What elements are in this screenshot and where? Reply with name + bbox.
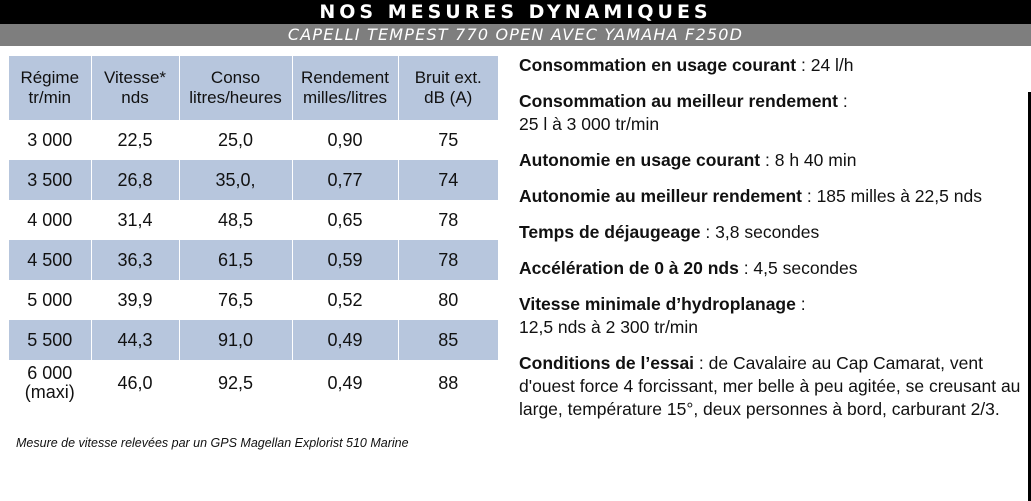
cell-rendement: 0,59 (292, 240, 398, 280)
cell-regime: 6 000 (maxi) (9, 360, 91, 406)
subtitle-bar (0, 24, 1031, 46)
cell-vitesse: 36,3 (91, 240, 179, 280)
cell-bruit: 75 (438, 129, 459, 150)
cell-conso: 91,0 (179, 320, 292, 360)
cell-conso: 25,0 (179, 120, 292, 160)
table-row (9, 120, 498, 160)
cell-vitesse: 26,8 (91, 160, 179, 200)
cell-vitesse: 39,9 (91, 280, 179, 320)
cell-bruit: 80 (438, 289, 459, 310)
header-regime: Régime tr/min (9, 56, 91, 120)
cell-rendement: 0,49 (292, 320, 398, 360)
spec-dejaugeage: Temps de déjaugeage : 3,8 secondes (519, 222, 820, 242)
header-bruit: Bruit ext. dB (A) (398, 56, 498, 120)
header-rendement: Rendement milles/litres (292, 56, 398, 120)
cell-regime: 5 500 (9, 320, 91, 360)
cell-bruit: 85 (398, 320, 498, 360)
table-row (9, 160, 498, 200)
table-row (9, 240, 498, 280)
cell-rendement: 0,49 (292, 360, 398, 406)
cell-rendement: 0,77 (292, 160, 398, 200)
table-row (9, 280, 498, 320)
table-footnote: Mesure de vitesse relevées par un GPS Magellan Explorist 510 Marine (16, 436, 409, 450)
measurements-table-wrap (9, 56, 498, 426)
cell-vitesse: 31,4 (91, 200, 179, 240)
spec-autonomie-rendement: Autonomie au meilleur rendement : 185 milles à 22,5 nds (519, 186, 982, 206)
cell-rendement: 0,52 (292, 280, 398, 320)
cell-bruit: 74 (398, 160, 498, 200)
cell-rendement: 0,90 (292, 120, 398, 160)
spec-acceleration: Accélération de 0 à 20 nds : 4,5 secondes (519, 258, 858, 278)
cell-regime: 4 000 (9, 200, 91, 240)
page-title: NOS MESURES DYNAMIQUES (319, 1, 712, 23)
spec-autonomie-courant: Autonomie en usage courant : 8 h 40 min (519, 150, 857, 170)
cell-vitesse: 46,0 (91, 360, 179, 406)
cell-regime: 3 500 (9, 160, 91, 200)
cell-conso: 48,5 (179, 200, 292, 240)
spec-conso-courant: Consommation en usage courant : 24 l/h (519, 55, 854, 75)
cell-regime: 5 000 (9, 280, 91, 320)
table-row (9, 200, 498, 240)
cell-vitesse: 22,5 (91, 120, 179, 160)
cell-conso: 61,5 (179, 240, 292, 280)
cell-conso: 92,5 (179, 360, 292, 406)
specs-list (519, 54, 1024, 434)
cell-regime: 3 000 (9, 120, 91, 160)
cell-regime: 4 500 (9, 240, 91, 280)
cell-bruit: 78 (438, 209, 459, 230)
spec-hydroplanage: Vitesse minimale d’hydroplanage : 12,5 nds à 2 300 tr/min (519, 294, 806, 337)
cell-rendement: 0,65 (292, 200, 398, 240)
measurements-table (9, 56, 498, 406)
table-row (9, 320, 498, 360)
spec-conditions: Conditions de l’essai : de Cavalaire au Cap Camarat, vent d'ouest force 4 forcissant, mer belle à peu agitée, se creusant au large, température 15°, deux personnes à bord, carburant 2/3. (519, 353, 1021, 419)
cell-vitesse: 44,3 (91, 320, 179, 360)
page-subtitle: CAPELLI TEMPEST 770 OPEN AVEC YAMAHA F250D (287, 25, 744, 44)
cell-bruit: 88 (438, 372, 459, 393)
content (0, 46, 1031, 455)
header-vitesse: Vitesse* nds (91, 56, 179, 120)
table-row (9, 360, 498, 406)
cell-bruit: 78 (398, 240, 498, 280)
title-bar (0, 0, 1031, 24)
spec-conso-rendement: Consommation au meilleur rendement : 25 l à 3 000 tr/min (519, 91, 848, 134)
header-conso: Conso litres/heures (179, 56, 292, 120)
cell-conso: 76,5 (179, 280, 292, 320)
cell-conso: 35,0, (179, 160, 292, 200)
table-header-row (9, 56, 498, 120)
